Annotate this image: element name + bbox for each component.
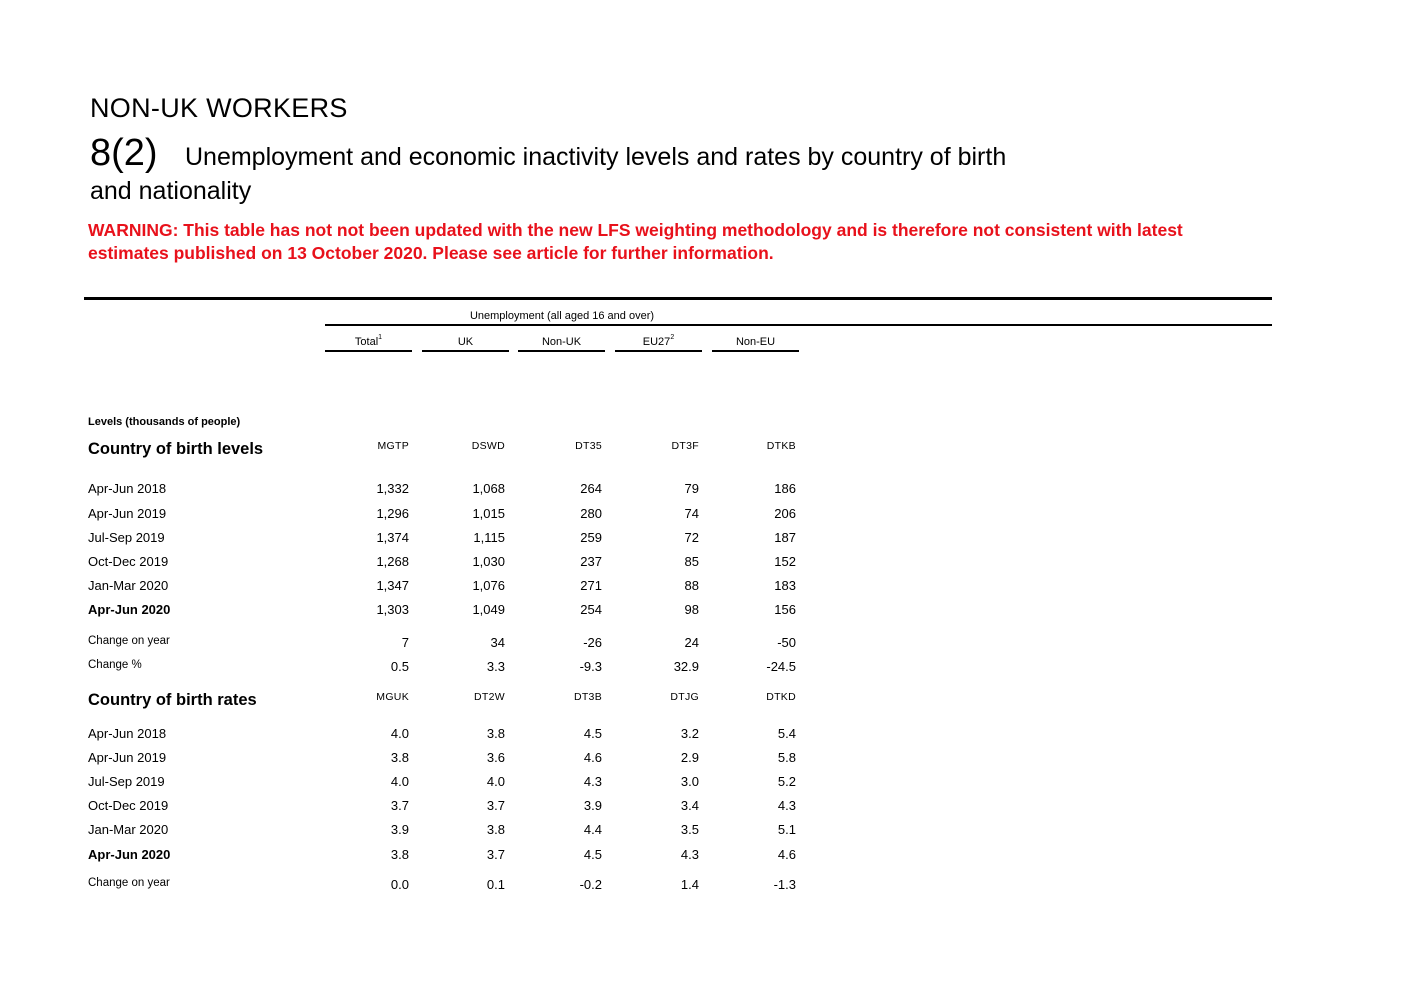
cell-value: 0.5 bbox=[390, 659, 409, 674]
cell-value: 4.5 bbox=[583, 726, 602, 741]
column-header-eu27: $EU27^2$ bbox=[642, 334, 675, 348]
warning-text-line2: estimates published on 13 October 2020. Please see article for further information. bbox=[88, 243, 774, 263]
cell-value: 3.7 bbox=[486, 847, 505, 862]
cell-value: 254 bbox=[580, 602, 602, 617]
cell-value: 1,268 bbox=[376, 554, 409, 569]
cell-value: 3.3 bbox=[486, 659, 505, 674]
table-row bbox=[88, 602, 808, 618]
cell-value: 3.8 bbox=[390, 750, 409, 765]
table-number: 8(2) bbox=[90, 132, 158, 174]
table-row bbox=[88, 847, 808, 863]
cell-value: 1,332 bbox=[376, 481, 409, 496]
cell-value: DTJG bbox=[670, 691, 699, 703]
column-header-rule bbox=[422, 350, 509, 352]
cell-value: 4.6 bbox=[777, 847, 796, 862]
cell-value: 3.9 bbox=[390, 822, 409, 837]
column-header-rule bbox=[518, 350, 605, 352]
row-label: Apr-Jun 2020 bbox=[88, 602, 171, 617]
footnote-marker: 1 bbox=[378, 334, 383, 341]
table-row bbox=[88, 554, 808, 570]
cell-value: -1.3 bbox=[773, 877, 796, 892]
cell-value: DT35 bbox=[575, 440, 602, 452]
cell-value: DSWD bbox=[471, 440, 505, 452]
cell-value: DT2W bbox=[474, 691, 505, 703]
cell-value: 72 bbox=[684, 530, 699, 545]
column-header-non-eu: Non-EU bbox=[735, 336, 776, 348]
cell-value: 4.3 bbox=[777, 798, 796, 813]
cell-value: 237 bbox=[580, 554, 602, 569]
cell-value: 3.0 bbox=[680, 774, 699, 789]
cell-value: -50 bbox=[777, 635, 796, 650]
cell-value: 1,076 bbox=[472, 578, 505, 593]
cell-value: 3.9 bbox=[583, 798, 602, 813]
section-row-levels bbox=[88, 440, 808, 456]
row-label: Jan-Mar 2020 bbox=[88, 578, 169, 593]
cell-value: DT3F bbox=[671, 440, 699, 452]
cell-value: 3.8 bbox=[486, 726, 505, 741]
cell-value: 1,347 bbox=[376, 578, 409, 593]
cell-value: 1,049 bbox=[472, 602, 505, 617]
cell-value: 2.9 bbox=[680, 750, 699, 765]
cell-value: 4.5 bbox=[583, 847, 602, 862]
cell-value: 5.2 bbox=[777, 774, 796, 789]
cell-value: -26 bbox=[583, 635, 602, 650]
cell-value: 0.0 bbox=[390, 877, 409, 892]
cell-value: 88 bbox=[684, 578, 699, 593]
cell-value: 1,296 bbox=[376, 506, 409, 521]
row-label: Change on year bbox=[88, 877, 170, 889]
row-label: Country of birth levels bbox=[88, 440, 264, 458]
cell-value: 3.6 bbox=[486, 750, 505, 765]
cell-value: 183 bbox=[774, 578, 796, 593]
column-header-rule bbox=[712, 350, 799, 352]
column-header-non-uk: Non-UK bbox=[541, 336, 582, 348]
cell-value: 74 bbox=[684, 506, 699, 521]
cell-value: 3.8 bbox=[486, 822, 505, 837]
table-row bbox=[88, 822, 808, 838]
cell-value: 3.8 bbox=[390, 847, 409, 862]
cell-value: 156 bbox=[774, 602, 796, 617]
cell-value: 4.6 bbox=[583, 750, 602, 765]
cell-value: 0.1 bbox=[486, 877, 505, 892]
cell-value: 1,115 bbox=[473, 530, 505, 545]
row-label: Apr-Jun 2018 bbox=[88, 481, 167, 496]
table-title-line1: Unemployment and economic inactivity levels and rates by country of birth bbox=[185, 143, 1007, 171]
column-group-rule bbox=[325, 324, 1272, 326]
table-title-line2: and nationality bbox=[90, 177, 252, 205]
table-row bbox=[88, 578, 808, 594]
section-row-rates bbox=[88, 691, 808, 707]
cell-value: 1,068 bbox=[472, 481, 505, 496]
table-row bbox=[88, 798, 808, 814]
cell-value: 271 bbox=[580, 578, 602, 593]
column-header-rule bbox=[325, 350, 412, 352]
row-label: Apr-Jun 2020 bbox=[88, 847, 171, 862]
cell-value: 5.8 bbox=[777, 750, 796, 765]
table-top-rule bbox=[84, 297, 1272, 300]
cell-value: 4.3 bbox=[680, 847, 699, 862]
table-row bbox=[88, 506, 808, 522]
cell-value: 280 bbox=[580, 506, 602, 521]
cell-value: 264 bbox=[580, 481, 602, 496]
cell-value: MGUK bbox=[376, 691, 409, 703]
cell-value: 3.7 bbox=[390, 798, 409, 813]
cell-value: DTKD bbox=[766, 691, 796, 703]
cell-value: 1,030 bbox=[472, 554, 505, 569]
cell-value: 206 bbox=[774, 506, 796, 521]
levels-caption: Levels (thousands of people) bbox=[88, 416, 241, 428]
table-row bbox=[88, 481, 808, 497]
cell-value: -9.3 bbox=[579, 659, 602, 674]
cell-value: 98 bbox=[684, 602, 699, 617]
row-label: Jan-Mar 2020 bbox=[88, 822, 169, 837]
change-on-year-row bbox=[88, 635, 808, 651]
row-label: Country of birth rates bbox=[88, 691, 257, 709]
cell-value: -0.2 bbox=[579, 877, 602, 892]
cell-value: MGTP bbox=[377, 440, 409, 452]
cell-value: 4.0 bbox=[390, 774, 409, 789]
cell-value: 4.3 bbox=[583, 774, 602, 789]
cell-value: 259 bbox=[580, 530, 602, 545]
cell-value: 5.1 bbox=[777, 822, 796, 837]
change-pct-row bbox=[88, 659, 808, 675]
row-label: Apr-Jun 2018 bbox=[88, 726, 167, 741]
cell-value: 7 bbox=[401, 635, 409, 650]
column-header-total: Total$^1$ bbox=[354, 334, 383, 348]
row-label: Change on year bbox=[88, 635, 170, 647]
row-label: Apr-Jun 2019 bbox=[88, 750, 167, 765]
row-label: Oct-Dec 2019 bbox=[88, 798, 169, 813]
cell-value: 32.9 bbox=[673, 659, 699, 674]
cell-value: DT3B bbox=[573, 691, 602, 703]
cell-value: 1,374 bbox=[376, 530, 409, 545]
cell-value: 3.7 bbox=[486, 798, 505, 813]
row-label: Apr-Jun 2019 bbox=[88, 506, 167, 521]
cell-value: 4.4 bbox=[583, 822, 602, 837]
cell-value: 186 bbox=[774, 481, 796, 496]
column-group-header: Unemployment (all aged 16 and over) bbox=[469, 310, 655, 322]
cell-value: 3.5 bbox=[680, 822, 699, 837]
cell-value: 85 bbox=[684, 554, 699, 569]
cell-value: 3.4 bbox=[680, 798, 699, 813]
table-row bbox=[88, 774, 808, 790]
cell-value: 3.2 bbox=[680, 726, 699, 741]
row-label: Jul-Sep 2019 bbox=[88, 774, 165, 789]
cell-value: 4.0 bbox=[390, 726, 409, 741]
cell-value: DTKB bbox=[766, 440, 796, 452]
row-label: Change % bbox=[88, 659, 142, 671]
cell-value: 187 bbox=[774, 530, 796, 545]
cell-value: 79 bbox=[684, 481, 699, 496]
table-row bbox=[88, 726, 808, 742]
table-row bbox=[88, 750, 808, 766]
section-heading: NON-UK WORKERS bbox=[90, 93, 348, 123]
footnote-marker: 2 bbox=[670, 334, 675, 341]
warning-text-line1: WARNING: This table has not not been updated with the new LFS weighting methodology and is therefore not consistent with latest bbox=[88, 220, 1183, 240]
column-header-rule bbox=[615, 350, 702, 352]
cell-value: 4.0 bbox=[486, 774, 505, 789]
row-label: Oct-Dec 2019 bbox=[88, 554, 169, 569]
cell-value: 152 bbox=[774, 554, 796, 569]
row-label: Jul-Sep 2019 bbox=[88, 530, 165, 545]
cell-value: 34 bbox=[490, 635, 505, 650]
cell-value: 1,015 bbox=[472, 506, 505, 521]
cell-value: 1.4 bbox=[680, 877, 699, 892]
cell-value: 5.4 bbox=[777, 726, 796, 741]
column-header-uk: UK bbox=[457, 336, 474, 348]
cell-value: -24.5 bbox=[766, 659, 796, 674]
cell-value: 1,303 bbox=[376, 602, 409, 617]
change-on-year-row bbox=[88, 877, 808, 893]
table-row bbox=[88, 530, 808, 546]
cell-value: 24 bbox=[684, 635, 699, 650]
